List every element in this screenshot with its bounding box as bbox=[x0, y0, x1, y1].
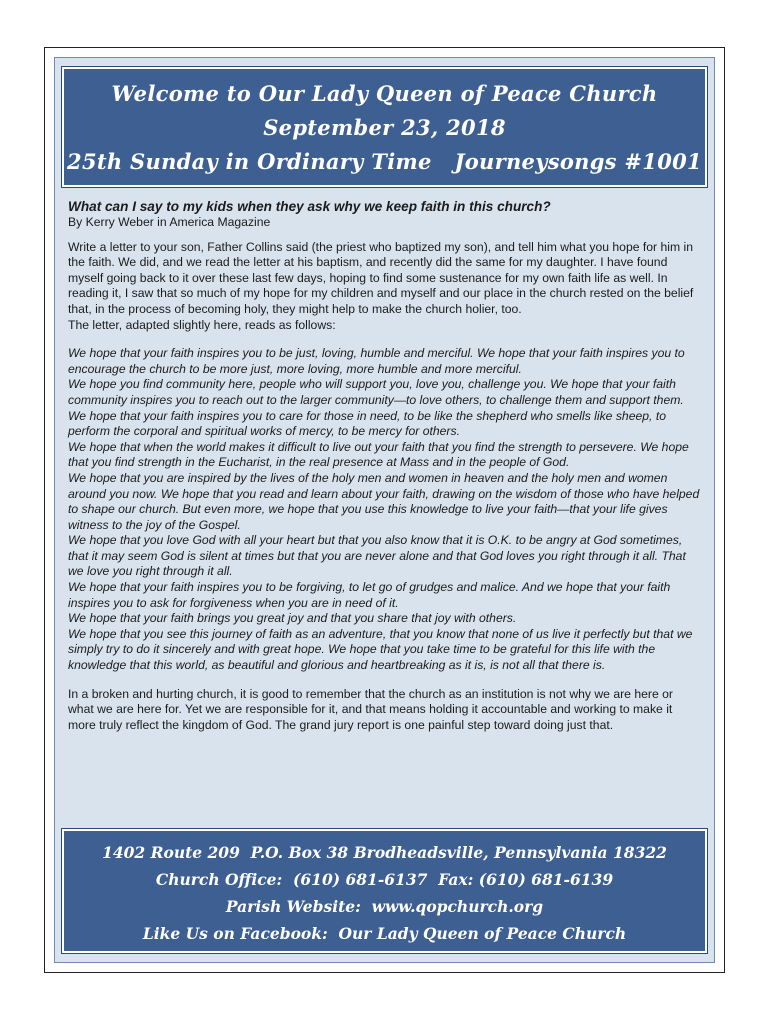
letter-paragraph: We hope that your faith brings you great joy and that you share that joy with others. bbox=[68, 611, 517, 626]
date-line: September 23, 2018 bbox=[263, 115, 506, 140]
phone-line: Church Office: (610) 681-6137 Fax: (610) 681-6139 bbox=[155, 870, 614, 889]
intro-paragraph: Write a letter to your son, Father Collins said (the priest who baptized my son), and tell him what you hope for him in the faith. We did, and we read the letter at his baptism, and recently did the same for my daughter. I have found myself going back to it over these last few days, hoping to find some sustenance for my own faith life as well. In reading it, I saw that so much of my hope for my children and myself and our place in the church rested on the belief that, in the process of becoming holy, they might help to make the church holier, too. bbox=[68, 239, 694, 316]
letter-text bbox=[68, 346, 702, 673]
letter-paragraph: We hope that your faith inspires you to be just, loving, humble and merciful. We hope that your faith inspires you to encourage the church to be more just, more loving, more humble and more merciful. bbox=[68, 346, 685, 376]
letter-paragraph: We hope that your faith inspires you to be forgiving, to let go of grudges and malice. And we hope that your faith inspires you to ask for forgiveness when you are in need of it. bbox=[68, 580, 671, 610]
article-title: What can I say to my kids when they ask why we keep faith in this church? bbox=[68, 199, 551, 214]
liturgical-line: 25th Sunday in Ordinary Time Journeysongs #1001 bbox=[67, 149, 702, 174]
header-banner bbox=[62, 67, 707, 187]
letter-paragraph: We hope that you see this journey of faith as an adventure, that you know that none of us live it perfectly but that we simply try to do it sincerely and with great hope. We hope that you take time to be grateful for this life with the knowledge that this world, as beautiful and glorious and heartbreaking as it is, is not all that there is. bbox=[68, 626, 693, 673]
letter-paragraph: We hope that you are inspired by the lives of the holy men and women in heaven and the holy men and women around you now. We hope that you read and learn about your faith, drawing on the wisdom of those who have helped to shape our church. But even more, we hope that you use this knowledge to live your faith—that your life gives witness to the joy of the Gospel. bbox=[68, 470, 700, 532]
church-welcome-title: Welcome to Our Lady Queen of Peace Church bbox=[111, 81, 658, 106]
article-byline: By Kerry Weber in America Magazine bbox=[68, 215, 271, 229]
letter-paragraph: We hope that when the world makes it difficult to live out your faith that you find the strength to persevere. We hope that you find strength in the Eucharist, in the real presence at Mass and in the people of God. bbox=[68, 439, 689, 470]
address-line: 1402 Route 209 P.O. Box 38 Brodheadsville, Pennsylvania 18322 bbox=[102, 843, 667, 862]
intro-paragraph: The letter, adapted slightly here, reads as follows: bbox=[68, 317, 336, 332]
website-line: Parish Website: www.qopchurch.org bbox=[225, 897, 544, 916]
footer-banner bbox=[62, 829, 707, 953]
letter-paragraph: We hope that you love God with all your heart but that you also know that it is O.K. to be angry at God sometimes, that it may seem God is silent at times but that you are never alone and that God loves you right through it all. That we love you right through it all. bbox=[68, 533, 686, 579]
article bbox=[68, 198, 702, 733]
closing-paragraph: In a broken and hurting church, it is good to remember that the church as an institution is not why we are here or what we are here for. Yet we are responsible for it, and that means holding it accountable and working to make it more truly reflect the kingdom of God. The grand jury report is one painful step toward doing just that. bbox=[68, 686, 673, 732]
letter-paragraph: We hope you find community here, people who will support you, love you, challenge you. We hope that your faith community inspires you to reach out to the larger community—to love others, to challenge them and support them. We hope that your faith inspires you to care for those in need, to be like the shepherd who smells like sheep, to perform the corporal and spiritual works of mercy, to be mercy for others. bbox=[68, 377, 684, 439]
facebook-line: Like Us on Facebook: Our Lady Queen of Peace Church bbox=[142, 924, 627, 943]
